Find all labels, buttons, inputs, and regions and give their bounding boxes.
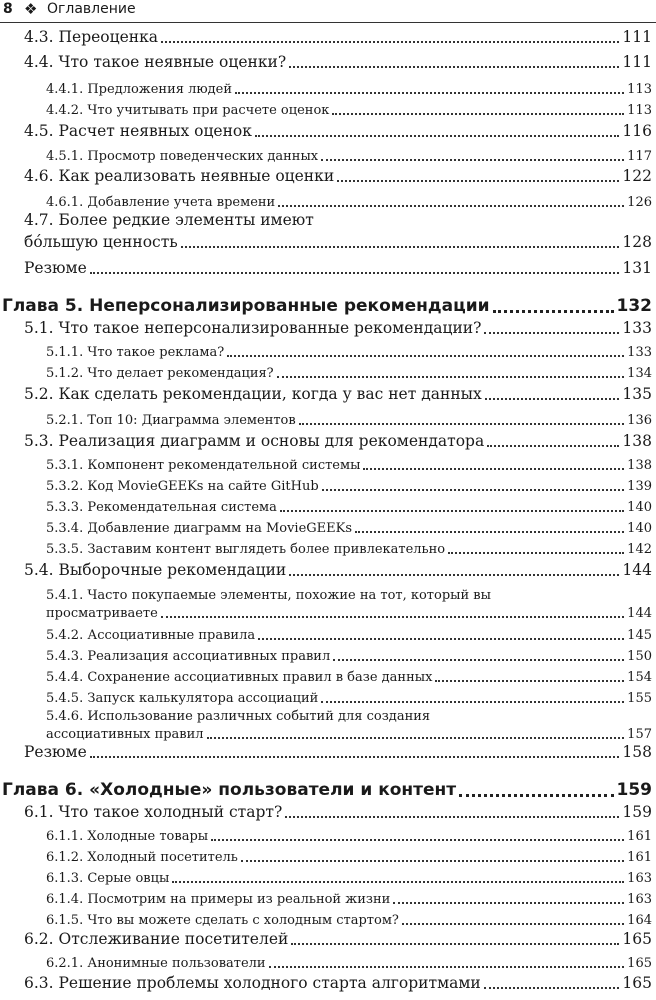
entry-page-number: 161: [627, 829, 652, 844]
subsection-entry[interactable]: [46, 891, 652, 909]
entry-page-number: 116: [622, 122, 652, 140]
entry-page-number: 122: [622, 167, 652, 185]
section-entry[interactable]: [24, 51, 652, 73]
subsection-entry[interactable]: [46, 81, 652, 99]
entry-title: 5.2. Как сделать рекомендации, когда у вас нет данных: [24, 385, 482, 403]
entry-page-number: 138: [627, 458, 652, 473]
entry-title: 5.1. Что такое неперсонализированные рекомендации?: [24, 319, 482, 337]
section-entry[interactable]: [24, 559, 652, 581]
entry-page-number: 135: [622, 385, 652, 403]
entry-page-number: 140: [627, 500, 652, 515]
subsection-entry[interactable]: [46, 870, 652, 888]
subsection-entry[interactable]: [46, 627, 652, 645]
section-entry[interactable]: [24, 801, 652, 823]
page-number: 8: [3, 1, 13, 17]
entry-title: 5.3.1. Компонент рекомендательной системы: [46, 458, 361, 473]
entry-title: 6.1.2. Холодный посетитель: [46, 850, 238, 865]
entry-title: 6.1.3. Серые овцы: [46, 871, 170, 886]
entry-page-number: 126: [627, 195, 652, 210]
dot-leader: [493, 310, 614, 313]
entry-title: бо́льшую ценность: [24, 233, 178, 251]
dot-leader: [487, 445, 619, 447]
subsection-entry[interactable]: [46, 541, 652, 559]
subsection-entry[interactable]: [46, 365, 652, 383]
dot-leader: [435, 680, 624, 682]
entry-title: 6.2. Отслеживание посетителей: [24, 930, 289, 948]
section-entry[interactable]: [24, 165, 652, 187]
subsection-entry[interactable]: [46, 520, 652, 538]
dot-leader: [337, 180, 619, 182]
entry-title: 4.6.1. Добавление учета времени: [46, 195, 276, 210]
entry-page-number: 144: [627, 606, 652, 621]
entry-title: 4.4. Что такое неявные оценки?: [24, 53, 287, 71]
section-entry[interactable]: [24, 257, 652, 279]
entry-title: 6.3. Решение проблемы холодного старта алгоритмами: [24, 974, 481, 992]
subsection-entry[interactable]: [46, 588, 652, 623]
dot-leader: [485, 398, 620, 400]
entry-title: 5.4.2. Ассоциативные правила: [46, 628, 256, 643]
entry-page-number: 113: [627, 103, 652, 118]
entry-title: 4.5.1. Просмотр поведенческих данных: [46, 149, 319, 164]
dot-leader: [355, 531, 624, 533]
dot-leader: [459, 794, 613, 797]
section-entry[interactable]: [24, 741, 652, 763]
dot-leader: [90, 272, 620, 274]
entry-title: Глава 6. «Холодные» пользователи и контент: [2, 780, 457, 800]
entry-title: 5.4.4. Сохранение ассоциативных правил в базе данных: [46, 670, 433, 685]
entry-page-number: 111: [622, 53, 652, 71]
entry-page-number: 159: [616, 780, 652, 800]
subsection-entry[interactable]: [46, 478, 652, 496]
entry-page-number: 139: [627, 479, 652, 494]
subsection-entry[interactable]: [46, 457, 652, 475]
entry-page-number: 145: [627, 628, 652, 643]
entry-title: 4.4.1. Предложения людей: [46, 82, 233, 97]
entry-title: 5.4.3. Реализация ассоциативных правил: [46, 649, 331, 664]
dot-leader: [181, 246, 620, 248]
entry-page-number: 136: [627, 413, 652, 428]
subsection-entry[interactable]: [46, 499, 652, 517]
dot-leader: [258, 638, 624, 640]
entry-page-number: 155: [627, 691, 652, 706]
dot-leader: [227, 355, 624, 357]
section-entry[interactable]: [24, 928, 652, 950]
entry-page-number: 138: [622, 432, 652, 450]
entry-page-number: 131: [622, 259, 652, 277]
dot-leader: [402, 923, 624, 925]
entry-title: Глава 5. Неперсонализированные рекомендации: [2, 296, 490, 316]
chapter-entry[interactable]: [2, 293, 652, 319]
entry-page-number: 164: [627, 913, 652, 928]
entry-title: просматриваете: [46, 606, 158, 621]
entry-page-number: 134: [627, 366, 652, 381]
entry-title: 5.4.5. Запуск калькулятора ассоциаций: [46, 691, 319, 706]
section-entry[interactable]: [24, 317, 652, 339]
dot-leader: [289, 66, 619, 68]
dot-leader: [161, 616, 624, 618]
subsection-entry[interactable]: [46, 669, 652, 687]
running-title: Оглавление: [47, 1, 136, 17]
entry-page-number: 154: [627, 670, 652, 685]
entry-title: 4.3. Переоценка: [24, 28, 159, 46]
chapter-entry[interactable]: [2, 777, 652, 803]
entry-page-number: 111: [622, 28, 652, 46]
entry-title: 5.4. Выборочные рекомендации: [24, 561, 287, 579]
dot-leader: [321, 701, 624, 703]
dot-leader: [285, 816, 619, 818]
dot-leader: [269, 966, 625, 968]
entry-page-number: 161: [627, 850, 652, 865]
dot-leader: [278, 205, 624, 207]
dot-leader: [90, 756, 620, 758]
entry-title: 5.3.3. Рекомендательная система: [46, 500, 277, 515]
dot-leader: [207, 737, 625, 739]
dot-leader: [322, 489, 625, 491]
dot-leader: [363, 468, 624, 470]
entry-title: 5.3.4. Добавление диаграмм на MovieGEEKs: [46, 521, 353, 536]
dot-leader: [484, 987, 620, 989]
subsection-entry[interactable]: [46, 849, 652, 867]
dot-leader: [172, 881, 624, 883]
subsection-entry[interactable]: [46, 828, 652, 846]
entry-page-number: 113: [627, 82, 652, 97]
entry-title-line1: 5.4.6. Использование различных событий для создания: [46, 709, 431, 724]
dot-leader: [161, 41, 619, 43]
entry-title: 4.5. Расчет неявных оценок: [24, 122, 252, 140]
entry-page-number: 165: [622, 974, 652, 992]
entry-page-number: 117: [627, 149, 652, 164]
dot-leader: [393, 902, 624, 904]
section-entry[interactable]: [24, 430, 652, 452]
entry-title: 6.1.1. Холодные товары: [46, 829, 209, 844]
dot-leader: [321, 159, 624, 161]
entry-title: Резюме: [24, 743, 87, 761]
section-entry[interactable]: [24, 26, 652, 48]
subsection-entry[interactable]: [46, 648, 652, 666]
entry-page-number: 132: [616, 296, 652, 316]
subsection-entry[interactable]: [46, 955, 652, 973]
dot-leader: [291, 943, 619, 945]
entry-title: 5.1.2. Что делает рекомендация?: [46, 366, 274, 381]
entry-page-number: 163: [627, 892, 652, 907]
entry-title: 6.1. Что такое холодный старт?: [24, 803, 283, 821]
dot-leader: [333, 659, 624, 661]
entry-title-line1: 5.4.1. Часто покупаемые элементы, похожие на тот, который вы: [46, 588, 491, 603]
entry-page-number: 157: [627, 727, 652, 742]
entry-title-line1: 4.7. Более редкие элементы имеют: [24, 211, 314, 229]
entry-title: ассоциативных правил: [46, 727, 204, 742]
entry-title: Резюме: [24, 259, 87, 277]
dot-leader: [484, 332, 619, 334]
entry-title: 4.4.2. Что учитывать при расчете оценок: [46, 103, 330, 118]
subsection-entry[interactable]: [46, 102, 652, 120]
section-entry[interactable]: [24, 120, 652, 142]
section-entry[interactable]: [24, 211, 652, 253]
entry-page-number: 159: [622, 803, 652, 821]
entry-page-number: 150: [627, 649, 652, 664]
ornament-icon: ❖: [24, 0, 38, 18]
entry-page-number: 163: [627, 871, 652, 886]
entry-page-number: 133: [627, 345, 652, 360]
entry-page-number: 140: [627, 521, 652, 536]
entry-page-number: 158: [622, 743, 652, 761]
dot-leader: [255, 135, 619, 137]
entry-title: 4.6. Как реализовать неявные оценки: [24, 167, 335, 185]
entry-page-number: 144: [622, 561, 652, 579]
entry-title: 6.2.1. Анонимные пользователи: [46, 956, 266, 971]
entry-title: 6.1.5. Что вы можете сделать с холодным стартом?: [46, 913, 399, 928]
dot-leader: [289, 574, 619, 576]
entry-title: 6.1.4. Посмотрим на примеры из реальной жизни: [46, 892, 391, 907]
section-entry[interactable]: [24, 972, 652, 994]
entry-page-number: 142: [627, 542, 652, 557]
entry-title: 5.2.1. Топ 10: Диаграмма элементов: [46, 413, 296, 428]
section-entry[interactable]: [24, 383, 652, 405]
dot-leader: [299, 423, 624, 425]
dot-leader: [448, 552, 624, 554]
subsection-entry[interactable]: [46, 148, 652, 166]
dot-leader: [280, 510, 624, 512]
dot-leader: [332, 113, 624, 115]
dot-leader: [277, 376, 625, 378]
dot-leader: [235, 92, 624, 94]
entry-title: 5.3. Реализация диаграмм и основы для рекомендатора: [24, 432, 485, 450]
subsection-entry[interactable]: [46, 690, 652, 708]
entry-title: 5.3.5. Заставим контент выглядеть более привлекательно: [46, 542, 446, 557]
subsection-entry[interactable]: [46, 412, 652, 430]
subsection-entry[interactable]: [46, 344, 652, 362]
entry-page-number: 165: [622, 930, 652, 948]
entry-page-number: 133: [622, 319, 652, 337]
dot-leader: [241, 860, 624, 862]
entry-page-number: 128: [622, 233, 652, 251]
entry-title: 5.1.1. Что такое реклама?: [46, 345, 225, 360]
entry-title: 5.3.2. Код MovieGEEKs на сайте GitHub: [46, 479, 319, 494]
dot-leader: [211, 839, 624, 841]
entry-page-number: 165: [627, 956, 652, 971]
